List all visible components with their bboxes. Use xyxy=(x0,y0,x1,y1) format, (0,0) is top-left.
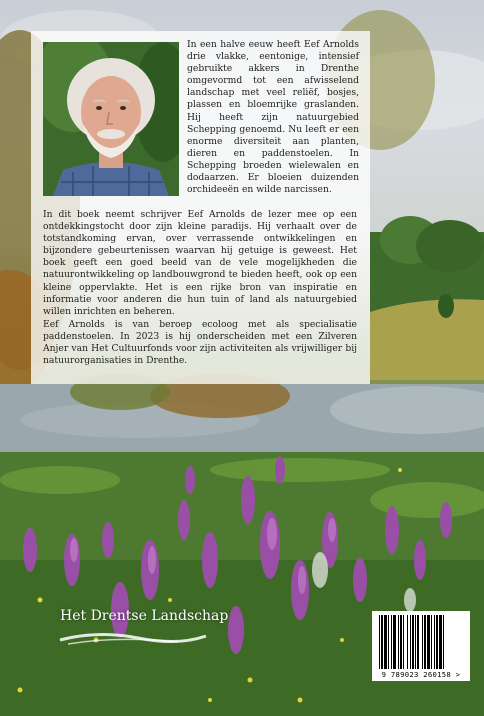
barcode-bars xyxy=(377,615,465,669)
author-bio: Eef Arnolds is van beroep ecoloog met als specialisatie paddenstoelen. In 2023 is hij onderscheiden met een Zilveren Anjer van Het Cultuurfonds voor zijn activiteiten als vrijwilliger bij natuurorganisaties in Drenthe. xyxy=(43,319,357,367)
text-panel xyxy=(31,31,370,384)
publisher-logo-swash xyxy=(58,628,208,648)
book-description: In dit boek neemt schrijver Eef Arnolds de lezer mee op een ontdekkingstocht door zijn kleine paradijs. Hij verhaalt over de totstandkoming ervan, over verrassende ontwikkelingen en bijzondere gebeurtenissen waarvan hij getuige is geweest. Het boek geeft een goed beeld van de vele mogelijkheden die natuurontwikkeling op landbouwgrond te bieden heeft, ook op een kleine oppervlakte. Het is een rijke bron van inspiratie en informatie voor anderen die hun tuin of land als natuurgebied willen inrichten en beheren. xyxy=(43,209,357,317)
author-photo xyxy=(43,42,179,196)
isbn-number: 9 789023 260158 > xyxy=(381,670,461,679)
author-portrait-image xyxy=(43,42,179,196)
author-intro-text: In een halve eeuw heeft Eef Arnolds drie vlakke, eentonige, intensief gebruikte akkers in Drenthe omgevormd tot een afwisselend landschap met veel reliëf, bosjes, plassen en bloemrijke graslanden. Hij heeft zijn natuurgebied Schepping genoemd. Nu leeft er een enorme diversiteit aan planten, dieren en paddenstoelen. In Schepping broeden wielewalen en dodaarzen. Er bloeien duizenden orchideeën en wilde narcissen. xyxy=(187,39,359,196)
isbn-barcode xyxy=(372,611,470,681)
publisher-name: Het Drentse Landschap xyxy=(60,608,229,624)
